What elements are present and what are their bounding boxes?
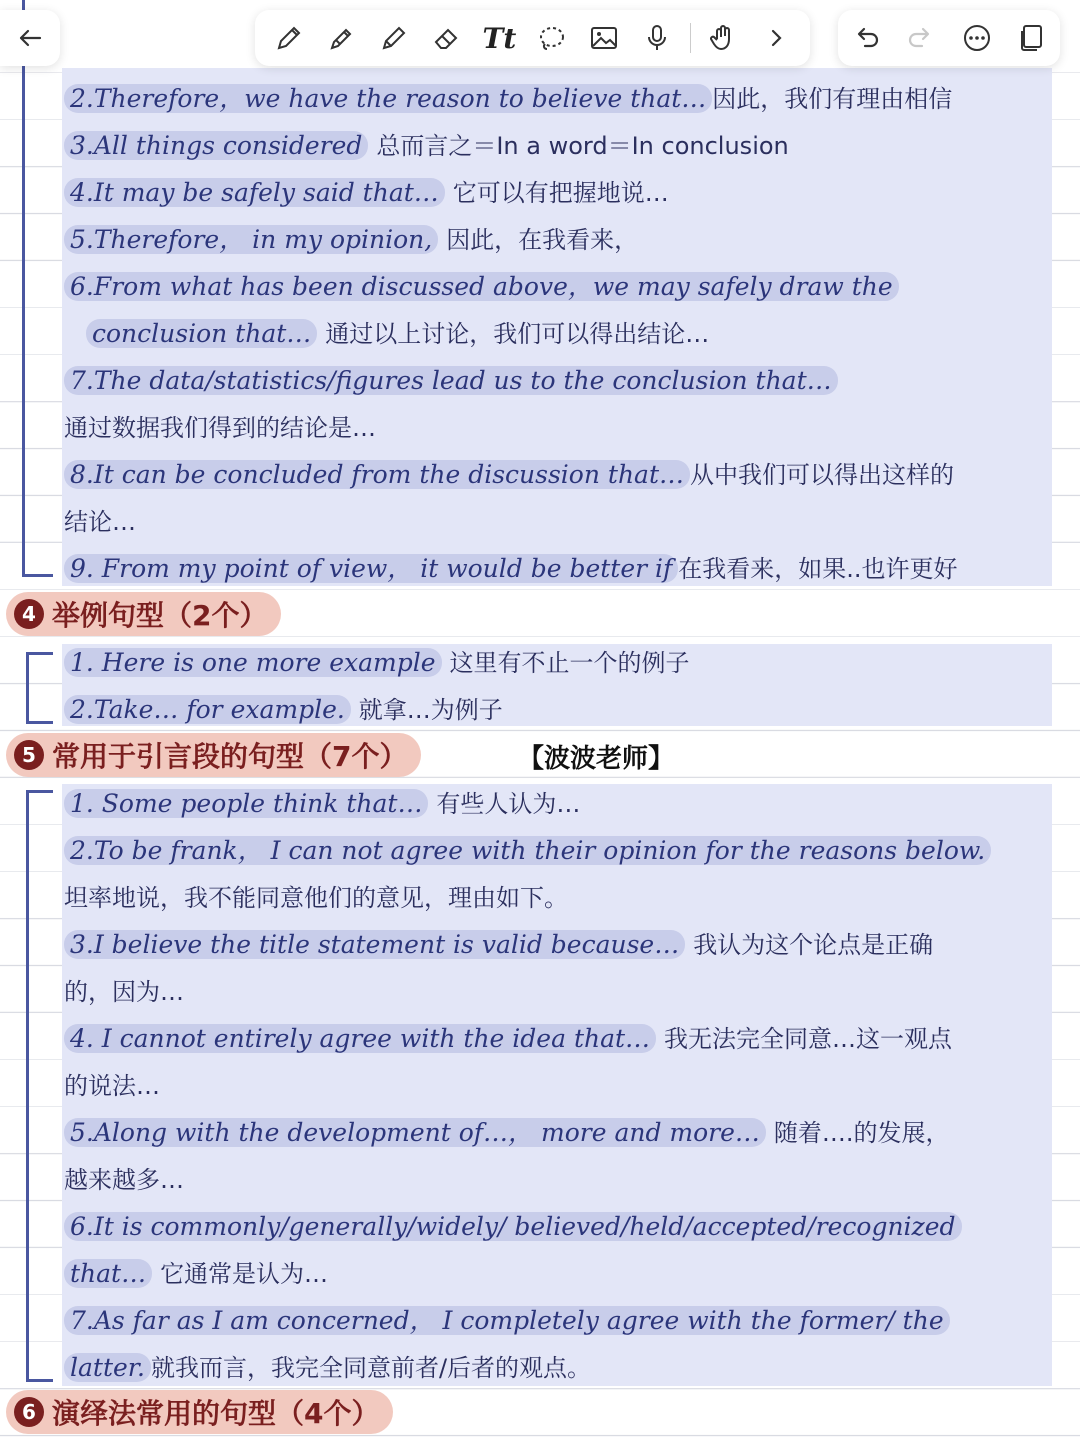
- section6-number: 6: [14, 1397, 44, 1427]
- section5-title: 常用于引言段的句型（7个）: [52, 740, 408, 773]
- text-tool-icon[interactable]: [479, 18, 519, 58]
- microphone-icon[interactable]: [637, 18, 677, 58]
- text-tool-label: Tt: [482, 21, 517, 55]
- section4-bracket: [26, 652, 53, 724]
- section6-heading: [6, 1390, 393, 1434]
- section5-heading: [6, 733, 421, 777]
- lasso-icon[interactable]: [532, 18, 572, 58]
- s5-line-3b: 的，因为…: [64, 978, 184, 1006]
- s3-line-8a: 8.It can be concluded from the discussion that… 从中我们可以得出这样的: [64, 458, 954, 492]
- author-tag: 【波波老师】: [518, 744, 675, 774]
- s5-line-2a: 2.To be frank， I can not agree with their opinion for the reasons below.: [64, 834, 991, 868]
- s5-line-6b: that… 它通常是认为…: [64, 1257, 328, 1291]
- back-toolbar: [0, 10, 60, 66]
- pages-icon[interactable]: [1012, 18, 1052, 58]
- section6-title: 演绎法常用的句型（4个）: [52, 1397, 380, 1430]
- s3-line-5: 5.Therefore， in my opinion, 因此，在我看来，: [64, 223, 638, 257]
- s5-line-4b: 的说法…: [64, 1072, 160, 1100]
- s3-line-8b: 结论…: [64, 508, 136, 536]
- s4-line-2: 2.Take… for example. 就拿…为例子: [64, 693, 503, 727]
- s3-line-7b: 通过数据我们得到的结论是…: [64, 414, 376, 442]
- s5-line-7a: 7.As far as I am concerned， I completely agree with the former/ the: [64, 1304, 950, 1338]
- section4-number: 4: [14, 599, 44, 629]
- s3-line-6a: 6.From what has been discussed above，we may safely draw the: [64, 270, 899, 304]
- highlighter-icon[interactable]: [322, 18, 362, 58]
- s5-line-6a: 6.It is commonly/generally/widely/ believed/held/accepted/recognized: [64, 1210, 962, 1244]
- s4-line-1: 1. Here is one more example 这里有不止一个的例子: [64, 646, 689, 680]
- toolbar-divider: [690, 23, 691, 53]
- undo-icon[interactable]: [846, 18, 886, 58]
- s3-line-2: 2.Therefore，we have the reason to believe that… 因此，我们有理由相信: [64, 82, 952, 116]
- section3-bracket: [22, 0, 53, 577]
- s3-line-7a: 7.The data/statistics/figures lead us to the conclusion that…: [64, 364, 838, 398]
- history-toolbar: [838, 10, 1060, 66]
- image-icon[interactable]: [584, 18, 624, 58]
- s3-line-3: 3.All things considered 总而言之＝In a word＝In conclusion: [64, 129, 789, 163]
- eraser-icon[interactable]: [427, 18, 467, 58]
- tools-toolbar: [255, 10, 810, 66]
- s5-line-5a: 5.Along with the development of…， more and more… 随着….的发展，: [64, 1116, 950, 1150]
- section4-title: 举例句型（2个）: [52, 599, 268, 632]
- section5-block: [62, 784, 1052, 1386]
- chevron-right-icon[interactable]: [756, 18, 796, 58]
- s3-line-9: 9. From my point of view， it would be better if 在我看来，如果..也许更好: [64, 552, 958, 586]
- section5-bracket: [26, 790, 53, 1382]
- s5-line-4a: 4. I cannot entirely agree with the idea that… 我无法完全同意…这一观点: [64, 1022, 952, 1056]
- hand-icon[interactable]: [703, 18, 743, 58]
- section5-number: 5: [14, 740, 44, 770]
- s3-line-4: 4.It may be safely said that… 它可以有把握地说…: [64, 176, 669, 210]
- pencil-icon[interactable]: [374, 18, 414, 58]
- s3-line-6b: conclusion that… 通过以上讨论，我们可以得出结论…: [86, 317, 709, 351]
- s5-line-2b: 坦率地说，我不能同意他们的意见，理由如下。: [64, 884, 568, 912]
- s5-line-5b: 越来越多…: [64, 1166, 184, 1194]
- s5-line-1: 1. Some people think that… 有些人认为…: [64, 787, 580, 821]
- more-icon[interactable]: [957, 18, 997, 58]
- redo-icon[interactable]: [901, 18, 941, 58]
- pen-icon[interactable]: [269, 18, 309, 58]
- section4-heading: [6, 592, 281, 636]
- back-arrow-icon[interactable]: [10, 18, 50, 58]
- s5-line-3a: 3.I believe the title statement is valid because… 我认为这个论点是正确: [64, 928, 933, 962]
- s5-line-7b: latter. 就我而言，我完全同意前者/后者的观点。: [64, 1351, 591, 1385]
